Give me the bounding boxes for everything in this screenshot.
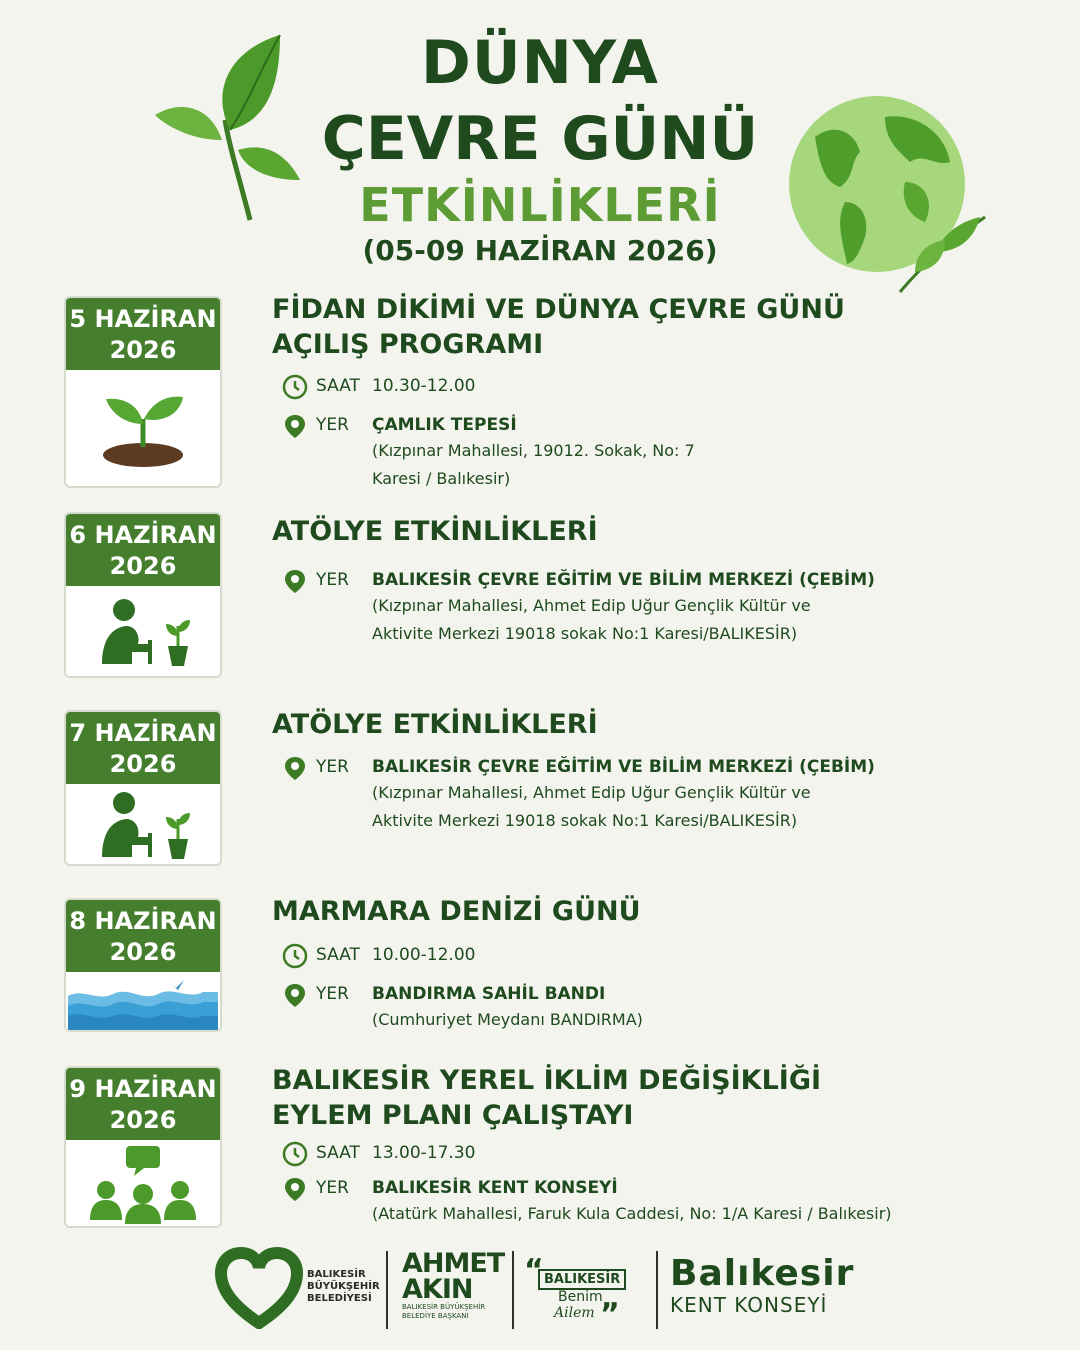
event-title: EYLEM PLANI ÇALIŞTAYI — [272, 1100, 634, 1131]
place-name: BALIKESİR ÇEVRE EĞİTİM VE BİLİM MERKEZİ (ÇEBİM) — [372, 757, 875, 777]
event-4 — [272, 894, 641, 929]
place-label: YER — [316, 415, 349, 435]
date-year: 2026 — [109, 938, 177, 966]
date-day: 7 HAZİRAN — [69, 719, 217, 747]
place-address: (Kızpınar Mahallesi, Ahmet Edip Uğur Gençlik Kültür ve — [372, 783, 811, 802]
location-pin-icon — [282, 755, 308, 781]
heart-logo-icon — [215, 1247, 303, 1329]
clock-icon — [282, 1141, 308, 1167]
gardening-person-icon — [88, 789, 198, 861]
gardening-person-icon — [88, 596, 198, 668]
event-3 — [272, 707, 598, 742]
sea-waves-icon — [68, 974, 218, 1030]
date-card-1 — [64, 296, 222, 488]
place-address: (Kızpınar Mahallesi, Ahmet Edip Uğur Gençlik Kültür ve — [372, 596, 811, 615]
date-card-4 — [64, 898, 222, 1032]
date-badge — [66, 712, 220, 784]
place-name: BALIKESİR KENT KONSEYİ — [372, 1178, 618, 1198]
location-pin-icon — [282, 413, 308, 439]
title-line-1: DÜNYA — [421, 28, 659, 98]
event-1-place — [282, 413, 695, 493]
place-address: (Cumhuriyet Meydanı BANDIRMA) — [372, 1010, 643, 1029]
date-year: 2026 — [109, 1106, 177, 1134]
title-line-2: ÇEVRE GÜNÜ — [321, 104, 759, 174]
mayor-block: AHMET AKIN BALIKESİR BÜYÜKŞEHİR BELEDİYE BAŞKANI — [402, 1248, 505, 1320]
subtitle: ETKİNLİKLERİ — [359, 178, 721, 232]
clock-icon — [282, 943, 308, 969]
people-meeting-icon — [88, 1144, 198, 1224]
place-name: BALIKESİR ÇEVRE EĞİTİM VE BİLİM MERKEZİ (ÇEBİM) — [372, 570, 875, 590]
event-2-place — [282, 568, 875, 648]
event-4-place — [282, 982, 643, 1034]
event-4-time — [282, 943, 475, 969]
event-title: BALIKESİR YEREL İKLİM DEĞİŞİKLİĞİ — [272, 1065, 822, 1096]
date-card-3 — [64, 710, 222, 866]
date-badge — [66, 298, 220, 370]
place-label: YER — [316, 757, 349, 777]
time-label: SAAT — [316, 945, 360, 965]
date-card-2 — [64, 512, 222, 678]
place-address: Aktivite Merkezi 19018 sokak No:1 Karesi/BALIKESİR) — [372, 624, 798, 643]
event-1 — [272, 292, 845, 362]
event-2 — [272, 514, 598, 549]
event-5-time — [282, 1141, 475, 1167]
location-pin-icon — [282, 1176, 308, 1202]
event-5-place — [282, 1176, 892, 1228]
time-value: 13.00-17.30 — [372, 1143, 476, 1163]
event-title: ATÖLYE ETKİNLİKLERİ — [272, 516, 598, 547]
place-name: BANDIRMA SAHİL BANDI — [372, 984, 606, 1004]
place-label: YER — [316, 984, 349, 1004]
place-name: ÇAMLIK TEPESİ — [372, 415, 517, 435]
date-day: 8 HAZİRAN — [69, 907, 217, 935]
time-label: SAAT — [316, 376, 360, 396]
event-title: AÇILIŞ PROGRAMI — [272, 329, 544, 360]
kent-konseyi-logo: Balıkesir KENT KONSEYİ — [670, 1253, 855, 1317]
slogan-logo: “ BALIKESİR Benim Ailem ” — [524, 1253, 644, 1327]
date-day: 6 HAZİRAN — [69, 521, 217, 549]
municipality-name: BALIKESİR BÜYÜKŞEHİR BELEDİYESİ — [307, 1269, 380, 1304]
place-address: Aktivite Merkezi 19018 sokak No:1 Karesi/BALIKESİR) — [372, 811, 798, 830]
event-title: ATÖLYE ETKİNLİKLERİ — [272, 709, 598, 740]
sprout-icon — [98, 389, 188, 469]
place-label: YER — [316, 570, 349, 590]
event-title: MARMARA DENİZİ GÜNÜ — [272, 896, 641, 927]
date-range: (05-09 HAZİRAN 2026) — [362, 234, 718, 267]
place-address: (Atatürk Mahallesi, Faruk Kula Caddesi, No: 1/A Karesi / Balıkesir) — [372, 1204, 892, 1223]
place-label: YER — [316, 1178, 349, 1198]
date-year: 2026 — [109, 552, 177, 580]
footer-logos — [0, 1245, 1080, 1335]
time-value: 10.30-12.00 — [372, 376, 476, 396]
event-3-place — [282, 755, 875, 835]
date-day: 5 HAZİRAN — [69, 305, 217, 333]
date-day: 9 HAZİRAN — [69, 1075, 217, 1103]
location-pin-icon — [282, 982, 308, 1008]
event-title: FİDAN DİKİMİ VE DÜNYA ÇEVRE GÜNÜ — [272, 294, 845, 325]
clock-icon — [282, 374, 308, 400]
date-year: 2026 — [109, 336, 177, 364]
date-year: 2026 — [109, 750, 177, 778]
location-pin-icon — [282, 568, 308, 594]
date-badge — [66, 1068, 220, 1140]
date-badge — [66, 900, 220, 972]
time-value: 10.00-12.00 — [372, 945, 476, 965]
date-badge — [66, 514, 220, 586]
event-1-time — [282, 374, 475, 400]
place-address: (Kızpınar Mahallesi, 19012. Sokak, No: 7 — [372, 441, 695, 460]
time-label: SAAT — [316, 1143, 360, 1163]
date-card-5 — [64, 1066, 222, 1228]
place-address: Karesi / Balıkesir) — [372, 469, 511, 488]
event-5 — [272, 1063, 821, 1133]
